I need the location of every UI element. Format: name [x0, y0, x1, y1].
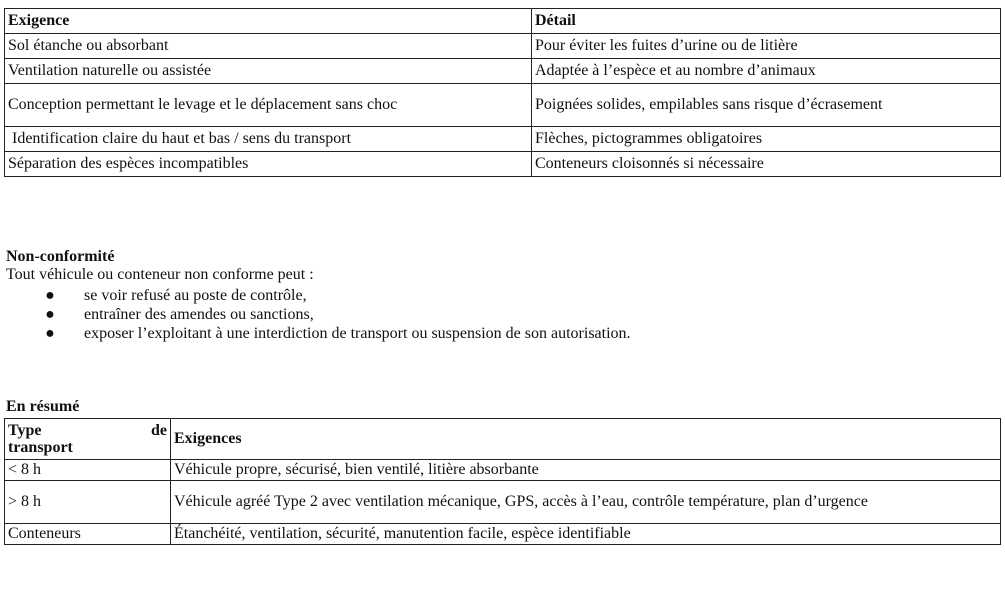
table-row	[5, 481, 1001, 524]
header-de-word: de	[151, 422, 167, 439]
cell-detail: Conteneurs cloisonnés si nécessaire	[532, 152, 1001, 177]
table-row	[5, 127, 1001, 152]
cell-exigence: Conception permettant le levage et le déplacement sans choc	[5, 84, 532, 127]
table-header-row	[5, 9, 1001, 34]
bullet-icon: ●	[45, 306, 55, 323]
cell-type: > 8 h	[5, 481, 171, 524]
requirements-table	[4, 8, 1001, 177]
header-detail: Détail	[532, 9, 1001, 34]
header-exigences: Exigences	[171, 419, 1001, 460]
cell-exigence: Identification claire du haut et bas / sens du transport	[5, 127, 532, 152]
cell-exigence: Séparation des espèces incompatibles	[5, 152, 532, 177]
non-conformite-intro: Tout véhicule ou conteneur non conforme peut :	[6, 266, 314, 283]
cell-exigence: Sol étanche ou absorbant	[5, 34, 532, 59]
list-item	[44, 324, 631, 343]
cell-exigences: Véhicule propre, sécurisé, bien ventilé, litière absorbante	[171, 460, 1001, 481]
resume-title: En résumé	[6, 398, 80, 415]
header-type-transport	[5, 419, 171, 460]
cell-exigence: Ventilation naturelle ou assistée	[5, 59, 532, 84]
list-item-text: se voir refusé au poste de contrôle,	[84, 287, 307, 304]
list-item-text: exposer l’exploitant à une interdiction de transport ou suspension de son autorisation.	[84, 325, 631, 342]
header-exigence: Exigence	[5, 9, 532, 34]
table-row	[5, 34, 1001, 59]
table-row	[5, 524, 1001, 545]
cell-detail: Pour éviter les fuites d’urine ou de litière	[532, 34, 1001, 59]
table-row	[5, 460, 1001, 481]
cell-type: < 8 h	[5, 460, 171, 481]
bullet-icon: ●	[45, 287, 55, 304]
non-conformite-title: Non-conformité	[6, 248, 115, 265]
table-row	[5, 152, 1001, 177]
list-item	[44, 286, 631, 305]
cell-detail: Flèches, pictogrammes obligatoires	[532, 127, 1001, 152]
table-row	[5, 59, 1001, 84]
header-type-word: Type	[8, 422, 42, 439]
cell-exigences: Véhicule agréé Type 2 avec ventilation mécanique, GPS, accès à l’eau, contrôle température, plan d’urgence	[171, 481, 1001, 524]
table-header-row	[5, 419, 1001, 460]
bullet-icon: ●	[45, 325, 55, 342]
non-conformite-list	[44, 286, 631, 343]
list-item	[44, 305, 631, 324]
cell-detail: Adaptée à l’espèce et au nombre d’animaux	[532, 59, 1001, 84]
table-row	[5, 84, 1001, 127]
header-transport-word: transport	[8, 439, 73, 456]
cell-detail: Poignées solides, empilables sans risque d’écrasement	[532, 84, 1001, 127]
list-item-text: entraîner des amendes ou sanctions,	[84, 306, 314, 323]
cell-exigences: Étanchéité, ventilation, sécurité, manutention facile, espèce identifiable	[171, 524, 1001, 545]
summary-table	[4, 418, 1001, 545]
cell-type: Conteneurs	[5, 524, 171, 545]
